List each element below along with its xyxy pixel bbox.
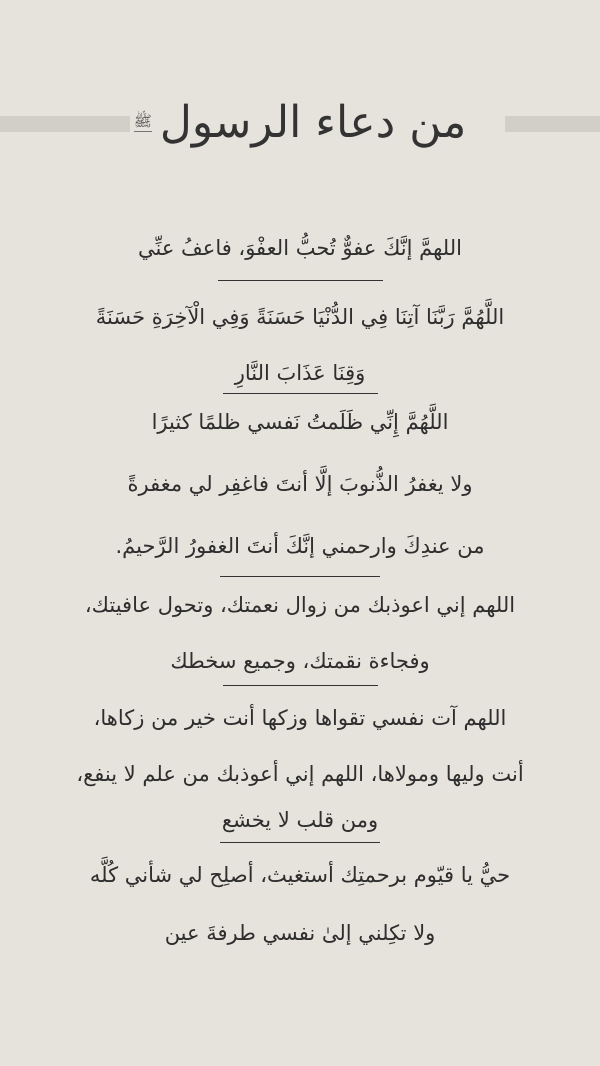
dua-line: ومن قلب لا يخشع <box>221 808 379 832</box>
dua-line: اللهم إني اعوذبك من زوال نعمتك، وتحول عافيتك، <box>84 593 516 617</box>
header <box>80 88 520 158</box>
dua-line: اللهم آت نفسي تقواها وزكها أنت خير من زكاها، <box>93 706 507 730</box>
dua-line: اللَّهُمَّ إِنِّي ظَلَمتُ نَفسي ظلمًا كثيرًا <box>151 410 449 434</box>
dua-line: اللهمَّ إنَّكَ عفوٌّ تُحبُّ العفْوَ، فاعفُ عنِّي <box>138 236 462 260</box>
salawat-calligraphy-icon: ﷺ <box>133 112 152 130</box>
dua-line: حيُّ يا قيّوم برحمتِك أستغيث، أصلِح لي شأني كُلَّه <box>89 863 511 887</box>
dua-line: وَقِنَا عَذَابَ النَّارِ <box>234 361 366 385</box>
dua-line: من عندِكَ وارحمني إنَّكَ أنتَ الغفورُ الرَّحيمُ. <box>115 534 485 558</box>
dua-line: ولا يغفرُ الذُّنوبَ إلَّا أنتَ فاغفِر لي مغفرةً <box>127 472 473 496</box>
dua-line: ولا تكِلني إلىٰ نفسي طرفةَ عين <box>164 921 436 945</box>
dua-line: اللَّهُمَّ رَبَّنَا آتِنَا فِي الدُّنْيَا حَسَنَةً وَفِي الْآخِرَةِ حَسَنَةً <box>95 305 505 329</box>
page-title: من دعاء الرسول <box>159 97 467 148</box>
dua-line: أنت وليها ومولاها، اللهم إني أعوذبك من علم لا ينفع، <box>76 762 524 786</box>
dua-line: وفجاءة نقمتك، وجميع سخطك <box>170 649 430 673</box>
duas-content <box>40 220 560 947</box>
